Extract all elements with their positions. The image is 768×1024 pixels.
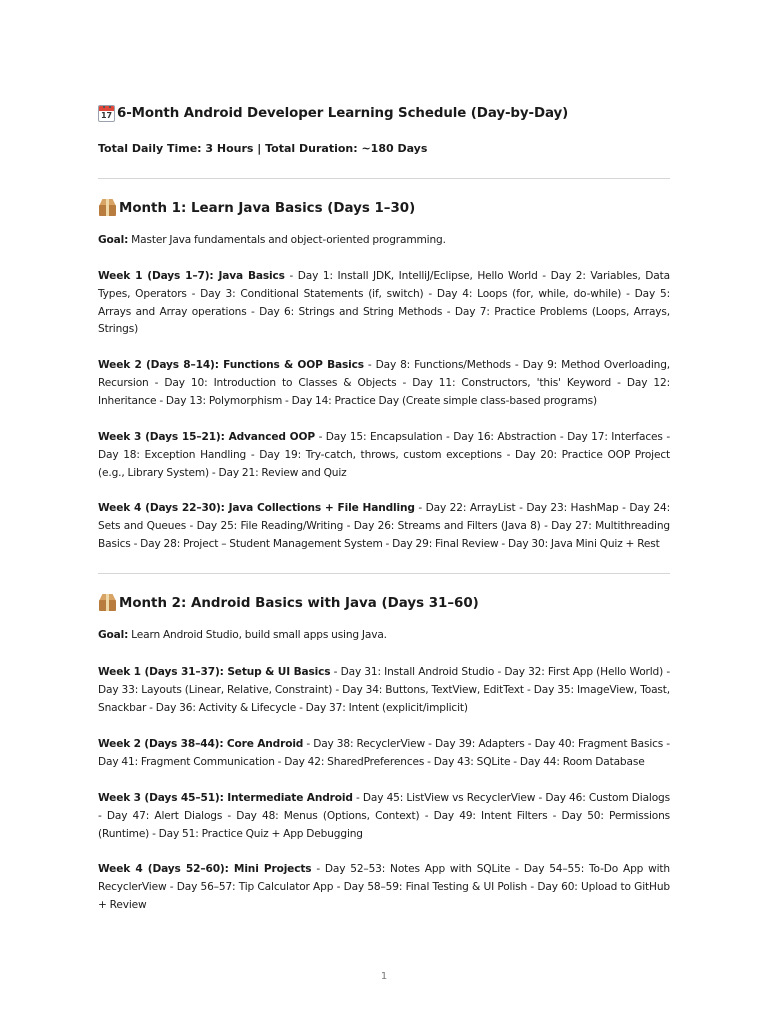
week-paragraph bbox=[98, 736, 670, 772]
page-title-text: 6-Month Android Developer Learning Schedule (Day-by-Day) bbox=[117, 106, 569, 121]
week-label: Week 4 (Days 52–60): Mini Projects bbox=[98, 863, 312, 875]
week-label: Week 3 (Days 15–21): Advanced OOP bbox=[98, 431, 316, 443]
week-text: - Day 38: RecyclerView - Day 39: Adapters - Day 40: Fragment Basics - Day 41: Fragment Communication - Day 42: SharedPreferences - Day 43: SQLite - Day 44: Room Database bbox=[98, 738, 670, 768]
week-label: Week 1 (Days 1–7): Java Basics bbox=[98, 270, 285, 282]
month-heading bbox=[98, 199, 415, 217]
page-title bbox=[98, 105, 568, 122]
calendar-icon bbox=[98, 105, 115, 122]
goal-paragraph bbox=[98, 627, 670, 645]
month-heading-text: Month 2: Android Basics with Java (Days 31–60) bbox=[119, 595, 479, 611]
page-number: 1 bbox=[380, 971, 388, 982]
divider bbox=[98, 573, 670, 574]
goal-text: Learn Android Studio, build small apps using Java. bbox=[128, 629, 387, 641]
week-paragraph bbox=[98, 429, 670, 482]
goal-paragraph bbox=[98, 232, 670, 250]
week-paragraph bbox=[98, 790, 670, 843]
goal-label: Goal: bbox=[98, 629, 129, 641]
week-text: - Day 8: Functions/Methods - Day 9: Method Overloading, Recursion - Day 10: Introduction to Classes & Objects - Day 11: Constructors, 'this' Keyword - Day 12: Inheritance - Day 13: Polymorphism - Day 14: Practice Day (Create simple class-based programs) bbox=[98, 359, 670, 407]
week-label: Week 4 (Days 22–30): Java Collections + File Handling bbox=[98, 502, 415, 514]
week-paragraph bbox=[98, 664, 670, 717]
package-icon bbox=[98, 199, 117, 217]
week-paragraph bbox=[98, 500, 670, 553]
month-heading-text: Month 1: Learn Java Basics (Days 1–30) bbox=[119, 200, 416, 216]
week-text: - Day 1: Install JDK, IntelliJ/Eclipse, Hello World - Day 2: Variables, Data Types, Operators - Day 3: Conditional Statements (if, switch) - Day 4: Loops (for, while, do-while) - Day 5: Arrays and Array operations - Day 6: Strings and String Methods - Day 7: Practice Problems (Loops, Arrays, Strings) bbox=[98, 270, 670, 336]
subtitle: Total Daily Time: 3 Hours | Total Duration: ~180 Days bbox=[98, 142, 428, 155]
package-icon bbox=[98, 594, 117, 612]
goal-text: Master Java fundamentals and object-oriented programming. bbox=[128, 234, 446, 246]
divider bbox=[98, 178, 670, 179]
week-label: Week 3 (Days 45–51): Intermediate Android bbox=[98, 792, 353, 804]
week-text: - Day 45: ListView vs RecyclerView - Day 46: Custom Dialogs - Day 47: Alert Dialogs - Day 48: Menus (Options, Context) - Day 49: Intent Filters - Day 50: Permissions (Runtime) - Day 51: Practice Quiz + App Debugging bbox=[98, 792, 670, 840]
week-label: Week 2 (Days 38–44): Core Android bbox=[98, 738, 304, 750]
week-label: Week 1 (Days 31–37): Setup & UI Basics bbox=[98, 666, 331, 678]
week-text: - Day 52–53: Notes App with SQLite - Day 54–55: To-Do App with RecyclerView - Day 56–57: Tip Calculator App - Day 58–59: Final Testing & UI Polish - Day 60: Upload to GitHub + Review bbox=[98, 863, 670, 911]
week-label: Week 2 (Days 8–14): Functions & OOP Basics bbox=[98, 359, 364, 371]
calendar-day: 17 bbox=[101, 111, 112, 120]
week-paragraph bbox=[98, 861, 670, 914]
week-paragraph bbox=[98, 268, 670, 339]
week-paragraph bbox=[98, 357, 670, 410]
goal-label: Goal: bbox=[98, 234, 129, 246]
week-text: - Day 31: Install Android Studio - Day 32: First App (Hello World) - Day 33: Layouts (Linear, Relative, Constraint) - Day 34: Buttons, TextView, EditText - Day 35: ImageView, Toast, Snackbar - Day 36: Activity & Lifecycle - Day 37: Intent (explicit/implicit) bbox=[98, 666, 671, 714]
week-text: - Day 22: ArrayList - Day 23: HashMap - Day 24: Sets and Queues - Day 25: File Reading/Writing - Day 26: Streams and Filters (Java 8) - Day 27: Multithreading Basics - Day 28: Project – Student Management System - Day 29: Final Review - Day 30: Java Mini Quiz + Rest bbox=[98, 502, 670, 550]
week-text: - Day 15: Encapsulation - Day 16: Abstraction - Day 17: Interfaces - Day 18: Exception Handling - Day 19: Try-catch, throws, custom exceptions - Day 20: Practice OOP Project (e.g., Library System) - Day 21: Review and Quiz bbox=[98, 431, 670, 479]
month-heading bbox=[98, 594, 479, 612]
